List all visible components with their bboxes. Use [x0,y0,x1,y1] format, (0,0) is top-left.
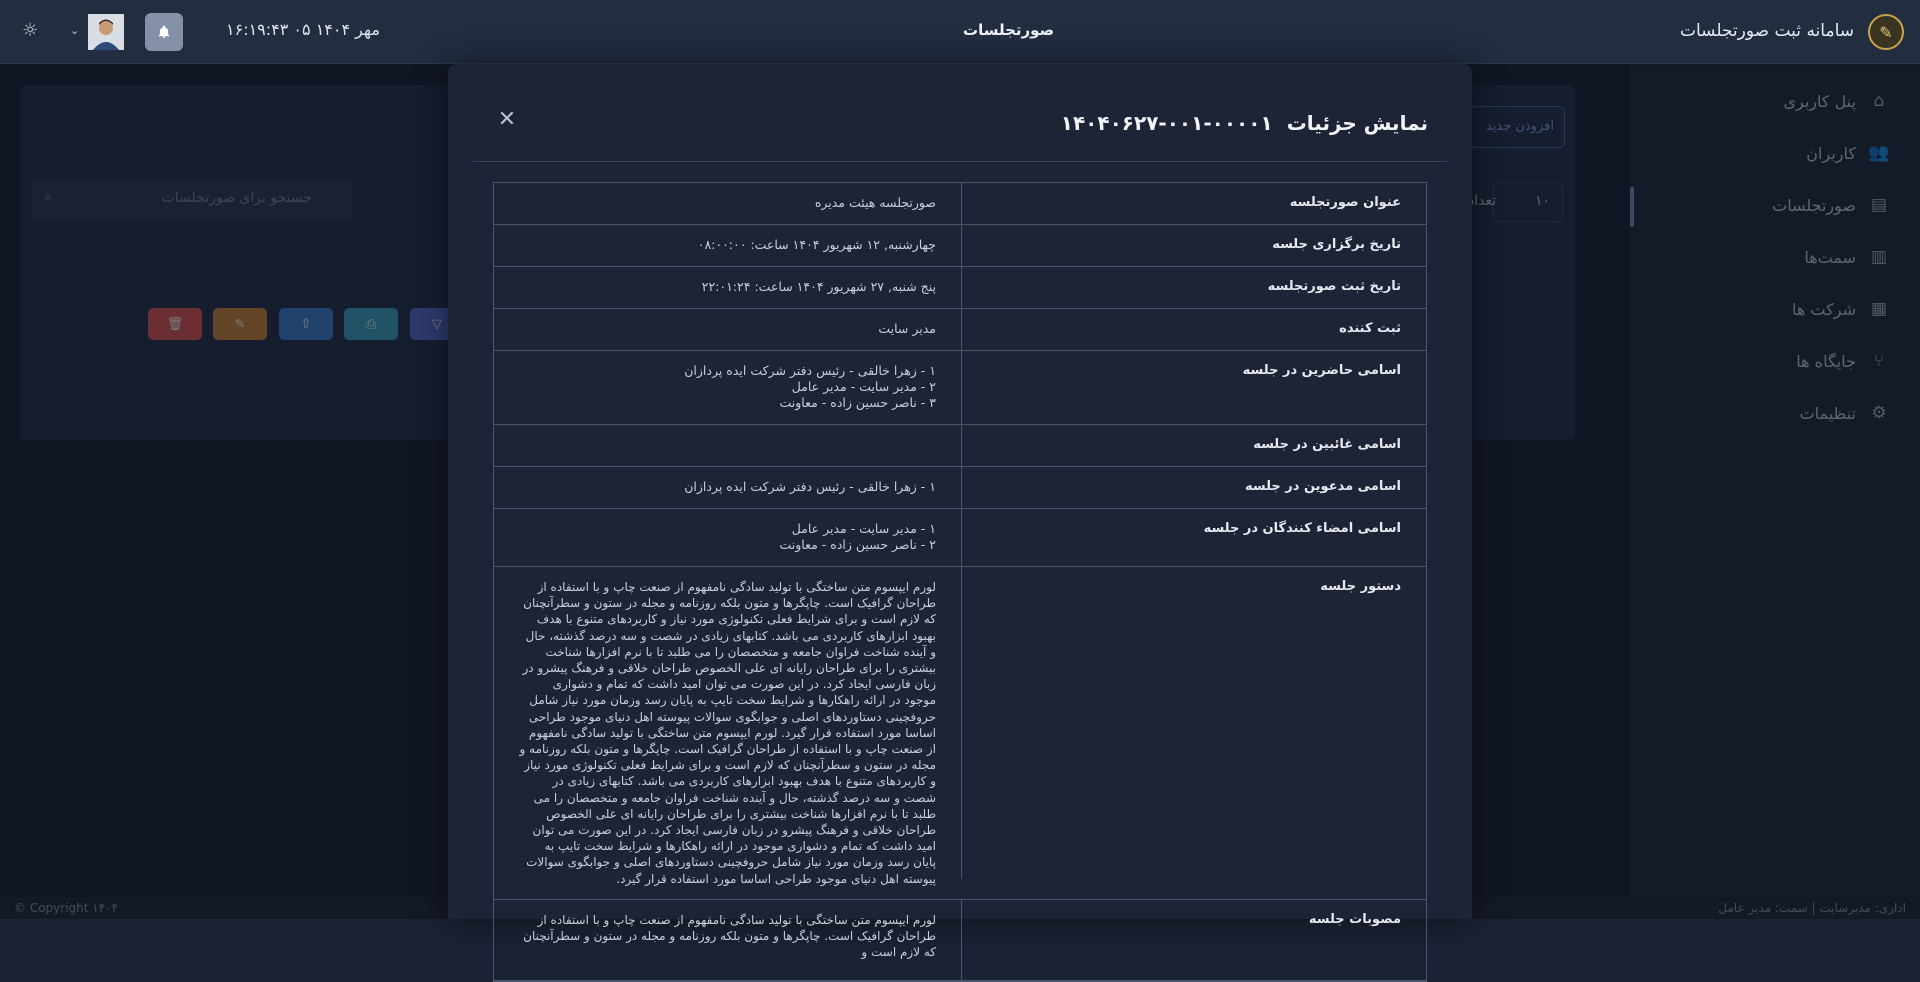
value-line: ۱ - زهرا خالقی - رئیس دفتر شرکت ایده پردازان [684,363,936,378]
field-value [494,509,961,566]
avatar-image [88,14,124,50]
top-bar [0,0,1920,64]
field-label: اسامی امضاء کنندگان در جلسه [961,509,1426,566]
field-label: ثبت کننده [961,309,1426,350]
field-label: مصوبات جلسه [961,900,1426,980]
table-row [494,267,1426,309]
field-label: عنوان صورتجلسه [961,183,1426,224]
modal-title-text: نمایش جزئیات [1286,111,1428,135]
value-line: ۲ - ناصر حسین زاده - معاونت [779,537,936,552]
field-value [494,309,961,350]
field-label: تاریخ برگزاری جلسه [961,225,1426,266]
value-line: مدیر سایت [878,321,936,336]
agenda-paragraph: لورم ایپسوم متن ساختگی با تولید سادگی نامفهوم از صنعت چاپ و با استفاده از طراحان گرافیک است. چاپگرها و متون بلکه روزنامه و مجله در ستون و سطرآنچنان که لازم است و برای شرایط فعلی تکنولوژی مورد نیاز و کاربردهای متنوع با هدف بهبود ابزارهای کاربردی می باشد. کتابهای زیادی در شصت و سه درصد گذشته، حال و آینده شناخت فراوان جامعه و متخصصان را می طلبد تا با نرم افزارها شناخت بیشتری را برای طراحان رایانه ای علی الخصوص طراحان خلاقی و فرهنگ پیشرو در زبان فارسی ایجاد کرد. در این صورت می توان امید داشت که تمام و دشواری موجود در ارائه راهکارها و شرایط سخت تایپ به پایان رسد وزمان مورد نیاز شامل حروفچینی دستاوردهای اصلی و جوابگوی سوالات پیوسته اهل دنیای موجود طراحی اساسا مورد استفاده قرار گیرد. لورم ایپسوم متن ساختگی با تولید سادگی نامفهوم از صنعت چاپ و با استفاده از طراحان گرافیک است. چاپگرها و متون بلکه روزنامه و مجله در ستون و سطرآنچنان که لازم است و برای شرایط فعلی تکنولوژی مورد نیاز و کاربردهای متنوع با هدف بهبود ابزارهای کاربردی می باشد. کتابهای زیادی در شصت و سه درصد گذشته، حال و آینده شناخت فراوان جامعه و متخصصان را می طلبد تا با نرم افزارها شناخت بیشتری را برای طراحان رایانه ای علی الخصوص طراحان خلاقی و فرهنگ پیشرو در زبان فارسی ایجاد کرد. در این صورت می توان امید داشت که تمام و دشواری موجود در ارائه راهکارها و شرایط سخت تایپ به پایان رسد وزمان مورد نیاز شامل حروفچینی دستاوردهای اصلی و جوابگوی سوالات پیوسته اهل دنیای موجود طراحی اساسا مورد استفاده قرار گیرد. [519,580,936,886]
table-row [494,509,1426,567]
theme-toggle-sun-icon[interactable]: ☼ [22,20,39,41]
pen-icon: ✎ [1879,22,1893,42]
table-row [494,567,1426,900]
details-modal [448,64,1472,960]
value-line: ۱ - مدیر سایت - مدیر عامل [791,521,936,536]
table-row [494,900,1426,981]
table-row [494,351,1426,425]
value-line: چهارشنبه, ۱۲ شهریور ۱۴۰۴ ساعت: ۰۸:۰۰:۰۰ [697,237,936,252]
field-value [494,567,961,899]
table-row [494,425,1426,467]
user-avatar[interactable] [88,14,124,50]
field-value [494,267,961,308]
chevron-down-icon[interactable]: ⌄ [70,24,80,37]
value-line: ۱ - زهرا خالقی - رئیس دفتر شرکت ایده پردازان [684,479,936,494]
table-row [494,309,1426,351]
notifications-button[interactable] [145,13,183,51]
modal-title [1061,111,1428,135]
field-label: دستور جلسه [961,567,1426,879]
minutes-code: ۱۴۰۴۰۶۲۷-۰۰۱-۰۰۰۰۱ [1060,111,1273,135]
table-row [494,467,1426,509]
field-value [494,351,961,424]
close-icon[interactable]: ✕ [497,107,517,132]
value-line: ۲ - مدیر سایت - مدیر عامل [791,379,936,394]
field-value [494,900,961,980]
app-title: سامانه ثبت صورتجلسات [1679,21,1854,41]
value-line: پنج شنبه, ۲۷ شهریور ۱۴۰۴ ساعت: ۲۲:۰۱:۲۴ [701,279,936,294]
value-line: صورتجلسه هیئت مدیره [814,195,936,210]
field-value [494,467,961,508]
field-value [494,183,961,224]
field-label: اسامی مدعوین در جلسه [961,467,1426,508]
field-value [494,425,961,466]
table-row [494,225,1426,267]
app-logo [1868,14,1904,50]
page-title: صورتجلسات [963,21,1055,39]
datetime-display: ۱۶:۱۹:۴۳ ۰۵ مهر ۱۴۰۴ [226,20,380,39]
bell-icon [157,25,171,39]
details-table [493,182,1427,982]
resolutions-paragraph: لورم ایپسوم متن ساختگی با تولید سادگی نامفهوم از صنعت چاپ و با استفاده از طراحان گرافیک است. چاپگرها و متون بلکه روزنامه و مجله در ستون و سطرآنچنان که لازم است و [523,912,936,960]
field-label: اسامی حاضرین در جلسه [961,351,1426,424]
field-label: تاریخ ثبت صورتجلسه [961,267,1426,308]
table-row [494,183,1426,225]
modal-header [473,64,1447,162]
value-line: ۳ - ناصر حسین زاده - معاونت [779,395,936,410]
field-value [494,225,961,266]
field-label: اسامی غائبین در جلسه [961,425,1426,466]
